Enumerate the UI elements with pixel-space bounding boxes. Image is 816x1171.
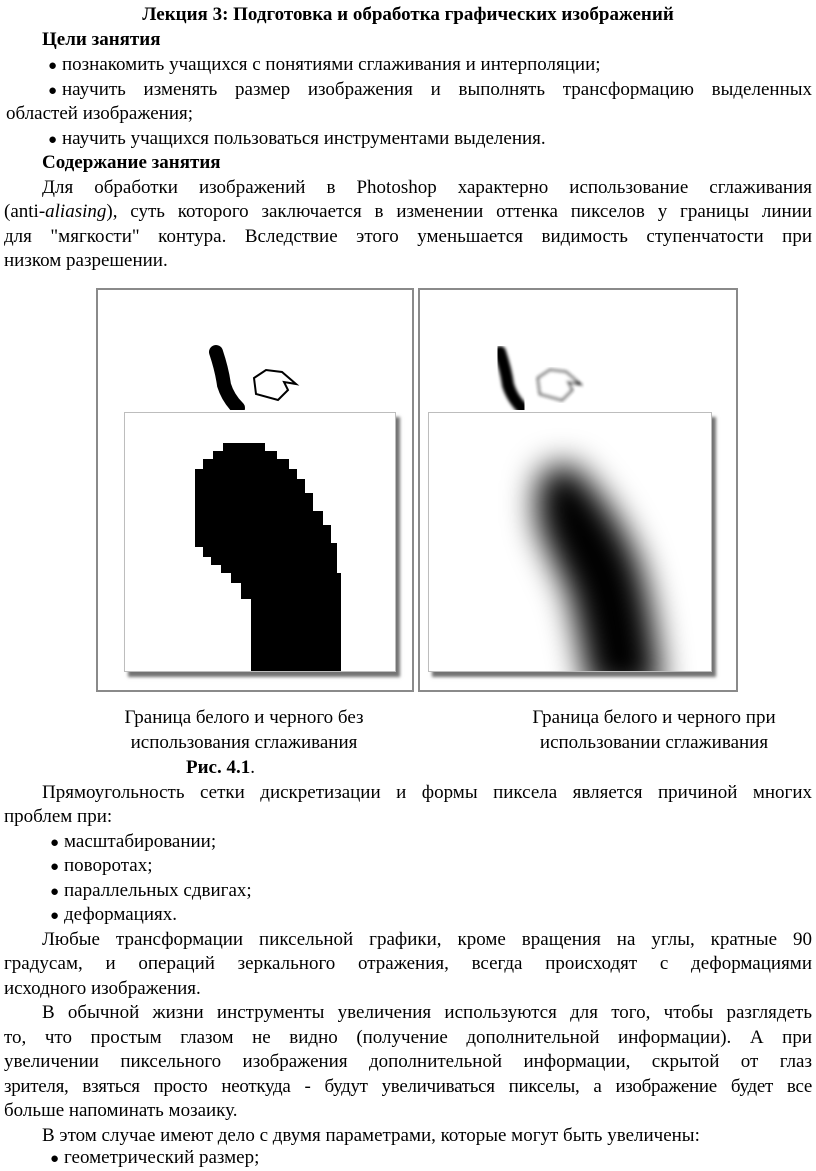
goals-heading: Цели занятия xyxy=(42,29,161,50)
paragraph-line: зрителя, взяться просто неоткуда - будут увеличиваться пикселы, а изображение будет все xyxy=(4,1076,812,1097)
stroke-overview-aliased xyxy=(98,290,412,410)
paragraph-line: больше напоминать мозаику. xyxy=(4,1100,238,1121)
paragraph-line xyxy=(4,200,812,224)
paragraph-line: В этом случае имеют дело с двумя параметрами, которые могут быть увеличены: xyxy=(42,1125,700,1146)
caption-line: Граница белого и черного без xyxy=(124,707,364,728)
figure-left-frame xyxy=(96,288,414,692)
paragraph-line: низком разрешении. xyxy=(4,250,168,271)
content-heading: Содержание занятия xyxy=(42,152,221,173)
param-item xyxy=(50,1146,259,1171)
problem-text: поворотах; xyxy=(64,855,153,876)
problem-text: деформациях. xyxy=(64,904,178,925)
paragraph-line: увеличении пиксельного изображения дополнительной информации, скрытой от глаз xyxy=(4,1051,812,1072)
goal-text: научить учащихся пользоваться инструментами выделения. xyxy=(62,128,546,149)
bullet-icon: ● xyxy=(50,884,60,900)
lecture-title: Лекция 3: Подготовка и обработка графических изображений xyxy=(142,4,674,25)
param-text: геометрический размер; xyxy=(64,1147,260,1168)
text-run: (anti- xyxy=(4,201,46,222)
paragraph-line: Для обработки изображений в Photoshop характерно использование сглаживания xyxy=(42,177,812,198)
paragraph-line: Прямоугольность сетки дискретизации и формы пиксела является причиной многих xyxy=(42,782,812,803)
bullet-icon: ● xyxy=(50,859,60,875)
caption-left xyxy=(86,705,402,755)
paragraph-line: Любые трансформации пиксельной графики, кроме вращения на углы, кратные 90 xyxy=(42,929,812,950)
problem-item xyxy=(50,830,216,855)
paragraph-line: то, что простым глазом не видно (получение дополнительной информации). А при xyxy=(4,1027,812,1048)
figure-right-frame xyxy=(418,288,738,692)
text-run: ), суть которого заключается в изменении оттенка пикселов у границы линии xyxy=(106,201,812,222)
paragraph-line: В обычной жизни инструменты увеличения используются для того, чтобы разглядеть xyxy=(42,1002,812,1023)
stroke-overview-antialiased xyxy=(420,290,736,410)
goal-item xyxy=(48,53,601,78)
caption-right xyxy=(496,705,812,755)
goal-text-continued: областей изображения; xyxy=(6,103,194,124)
caption-line: использовании сглаживания xyxy=(539,732,769,753)
paragraph-line: для "мягкости" контура. Вследствие этого уменьшается видимость ступенчатости при xyxy=(4,226,812,247)
zoom-panel-aliased xyxy=(124,412,396,672)
goal-text: научить изменять размер изображения и выполнять трансформацию выделенных xyxy=(62,79,812,100)
figure-number: Рис. 4.1 xyxy=(186,757,251,778)
bullet-icon: ● xyxy=(48,83,58,99)
figure-label xyxy=(186,756,255,780)
problem-item xyxy=(50,903,177,928)
bullet-icon: ● xyxy=(48,132,58,148)
bullet-icon: ● xyxy=(50,1151,60,1167)
aliased-edge-image xyxy=(125,413,395,671)
figure-period: . xyxy=(250,757,255,778)
problem-item xyxy=(50,854,153,879)
paragraph-line: градусам, и операций зеркального отражения, всегда происходят с деформациями xyxy=(4,953,812,974)
caption-line: Граница белого и черного при xyxy=(532,707,776,728)
bullet-icon: ● xyxy=(50,908,60,924)
antialiased-edge-image xyxy=(429,413,711,671)
problem-item xyxy=(50,879,252,904)
goal-item xyxy=(4,78,812,103)
goal-item xyxy=(48,127,546,152)
paragraph-line: проблем при: xyxy=(4,806,113,827)
goal-text: познакомить учащихся с понятиями сглаживания и интерполяции; xyxy=(62,54,601,75)
bullet-icon: ● xyxy=(50,835,60,851)
zoom-panel-antialiased xyxy=(428,412,712,672)
paragraph-line: исходного изображения. xyxy=(4,978,201,999)
problem-text: масштабировании; xyxy=(64,831,217,852)
italic-term: aliasing xyxy=(45,201,107,222)
caption-line: использования сглаживания xyxy=(130,732,358,753)
bullet-icon: ● xyxy=(48,58,58,74)
problem-text: параллельных сдвигах; xyxy=(64,880,252,901)
